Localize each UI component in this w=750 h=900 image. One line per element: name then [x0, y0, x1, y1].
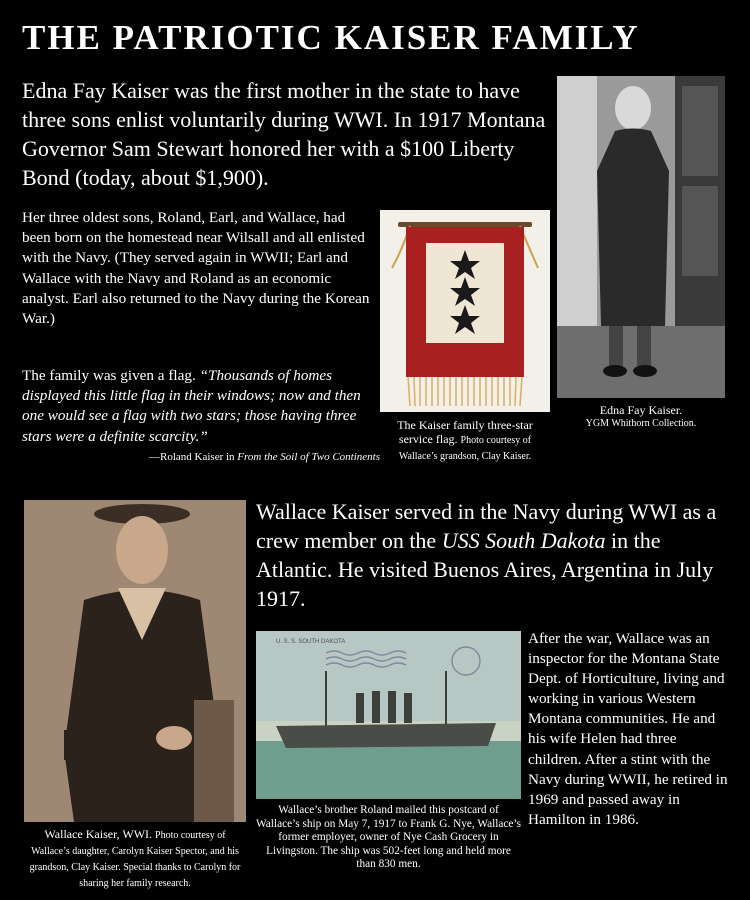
flag-caption	[380, 418, 550, 464]
flag-caption-main: The Kaiser family three-star service flag.	[397, 418, 533, 446]
flag-quote: “Thousands of homes displayed this little flag in their windows; now and then one would see a flag with two stars; those having three stars were a definite scarcity.”	[22, 367, 361, 445]
quote-attribution	[60, 451, 380, 463]
wallace-photo-image	[24, 500, 246, 822]
wallace-lead-after: in the Atlantic. He visited Buenos Aires, Argentina in July 1917.	[256, 528, 714, 611]
service-flag-photo	[380, 210, 550, 412]
attribution-book: From the Soil of Two Continents	[237, 451, 380, 463]
edna-caption	[557, 403, 725, 431]
attribution-prefix: —Roland Kaiser in	[149, 451, 238, 463]
wallace-lead-before: Wallace Kaiser served in the Navy during WWI as a crew member on the	[256, 499, 717, 553]
edna-caption-credit: YGM Whithorn Collection.	[585, 418, 697, 429]
service-flag-image	[380, 210, 550, 412]
wallace-caption	[24, 827, 246, 891]
wallace-lead	[256, 497, 736, 613]
postcard-caption: Wallace’s brother Roland mailed this postcard of Wallace’s ship on May 7, 1917 to Frank G. Nye, Wallace’s former employer, owner of Nye Cash Grocery in Livingston. The ship was 502-feet long and held more than 830 men.	[256, 804, 521, 871]
postcard-label: U. S. S. SOUTH DAKOTA	[276, 639, 346, 645]
wallace-caption-credit: Photo courtesy of Wallace’s daughter, Carolyn Kaiser Spector, and his grandson, Clay Kaiser. Special thanks to Carolyn for sharing her family research.	[29, 830, 241, 889]
wallace-kaiser-photo	[24, 500, 246, 822]
wallace-caption-main: Wallace Kaiser, WWI.	[44, 827, 153, 841]
edna-caption-main: Edna Fay Kaiser.	[599, 403, 683, 417]
sons-paragraph: Her three oldest sons, Roland, Earl, and Wallace, had been born on the homestead near Wilsall and all enlisted with the Navy. (They served again in WWII; Earl and Wallace with the Navy and Roland as an economic analyst. Earl also returned to the Navy during the Korean War.)	[22, 209, 370, 328]
postcard-image	[256, 631, 521, 799]
flag-paragraph	[22, 366, 377, 447]
page-title: THE PATRIOTIC KAISER FAMILY	[22, 18, 640, 57]
lead-paragraph: Edna Fay Kaiser was the first mother in the state to have three sons enlist voluntarily during WWI. In 1917 Montana Governor Sam Stewart honored her with a $100 Liberty Bond (today, about $1,900).	[22, 78, 546, 190]
postcard-ship-image	[256, 631, 521, 799]
after-war-paragraph: After the war, Wallace was an inspector for the Montana State Dept. of Horticulture, living and working in various Western Montana communities. He and his wife Helen had three children. After a stint with the Navy during WWII, he retired in 1969 and passed away in Hamilton in 1986.	[528, 630, 728, 828]
flag-paragraph-intro: The family was given a flag.	[22, 367, 200, 384]
edna-kaiser-photo	[557, 76, 725, 398]
ship-name: USS South Dakota	[441, 528, 606, 553]
edna-photo-image	[557, 76, 725, 398]
flag-caption-credit: Photo courtesy of Wallace’s grandson, Clay Kaiser.	[398, 435, 532, 462]
